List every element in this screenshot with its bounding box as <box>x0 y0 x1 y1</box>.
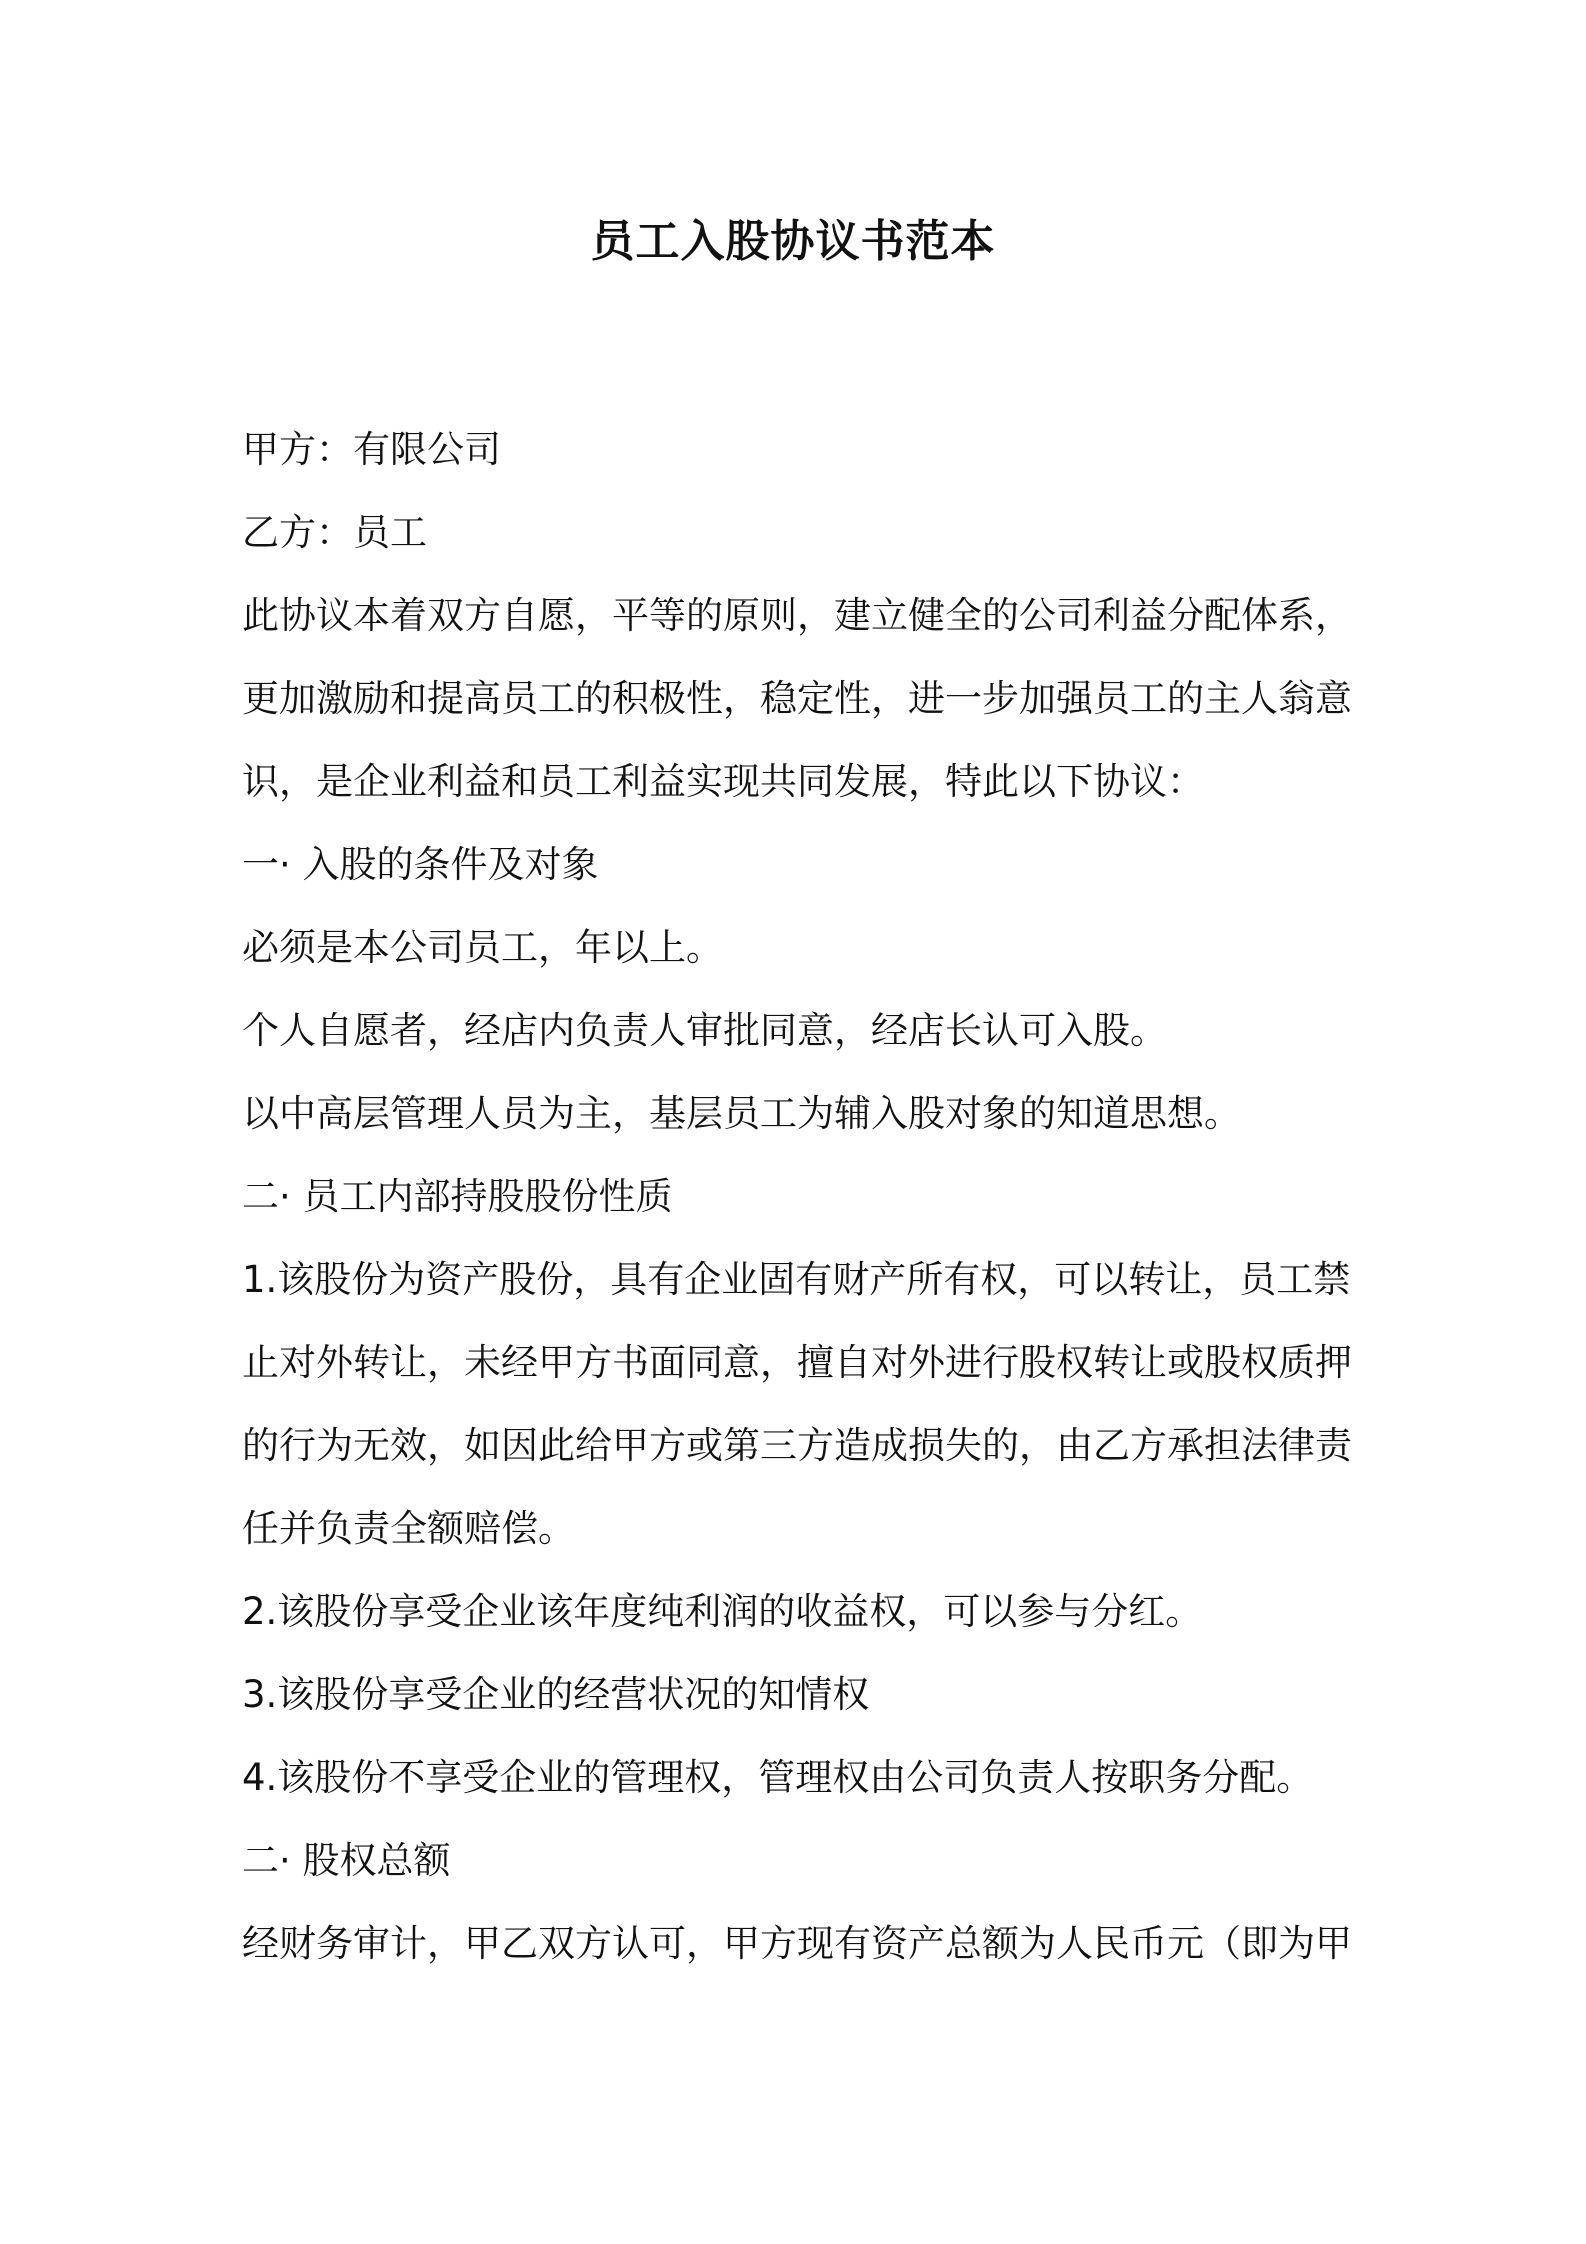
party-b-line: 乙方：员工 <box>242 511 427 554</box>
section-heading-2: 二· 员工内部持股股份性质 <box>242 1175 673 1218</box>
document-title: 员工入股协议书范本 <box>590 216 996 267</box>
preamble-line-2: 更加激励和提高员工的积极性，稳定性，进一步加强员工的主人翁意 <box>242 677 1352 720</box>
condition-item-3: 以中高层管理人员为主，基层员工为辅入股对象的知道思想。 <box>242 1092 1241 1135</box>
document-body <box>242 408 1352 1985</box>
party-a-line: 甲方：有限公司 <box>242 428 501 471</box>
section-heading-1: 一· 入股的条件及对象 <box>242 843 599 886</box>
clause-2: 2.该股份享受企业该年度纯利润的收益权，可以参与分红。 <box>242 1590 1203 1633</box>
preamble-line-3: 识，是企业利益和员工利益实现共同发展，特此以下协议： <box>242 760 1204 803</box>
condition-item-2: 个人自愿者，经店内负责人审批同意，经店长认可入股。 <box>242 1009 1167 1052</box>
equity-total-line-1: 经财务审计，甲乙双方认可，甲方现有资产总额为人民币元（即为甲 <box>242 1922 1352 1965</box>
section-heading-3: 二· 股权总额 <box>242 1839 451 1882</box>
clause-1-line-2: 止对外转让，未经甲方书面同意，擅自对外进行股权转让或股权质押 <box>242 1341 1352 1384</box>
preamble-line-1: 此协议本着双方自愿，平等的原则，建立健全的公司利益分配体系， <box>242 594 1352 637</box>
clause-1-line-4: 任并负责全额赔偿。 <box>242 1507 575 1550</box>
condition-item-1: 必须是本公司员工，年以上。 <box>242 926 723 969</box>
clause-1-line-3: 的行为无效，如因此给甲方或第三方造成损失的，由乙方承担法律责 <box>242 1424 1352 1467</box>
clause-1-line-1: 1.该股份为资产股份，具有企业固有财产所有权，可以转让，员工禁 <box>242 1258 1351 1301</box>
clause-3: 3.该股份享受企业的经营状况的知情权 <box>242 1673 870 1716</box>
clause-4: 4.该股份不享受企业的管理权，管理权由公司负责人按职务分配。 <box>242 1756 1314 1799</box>
